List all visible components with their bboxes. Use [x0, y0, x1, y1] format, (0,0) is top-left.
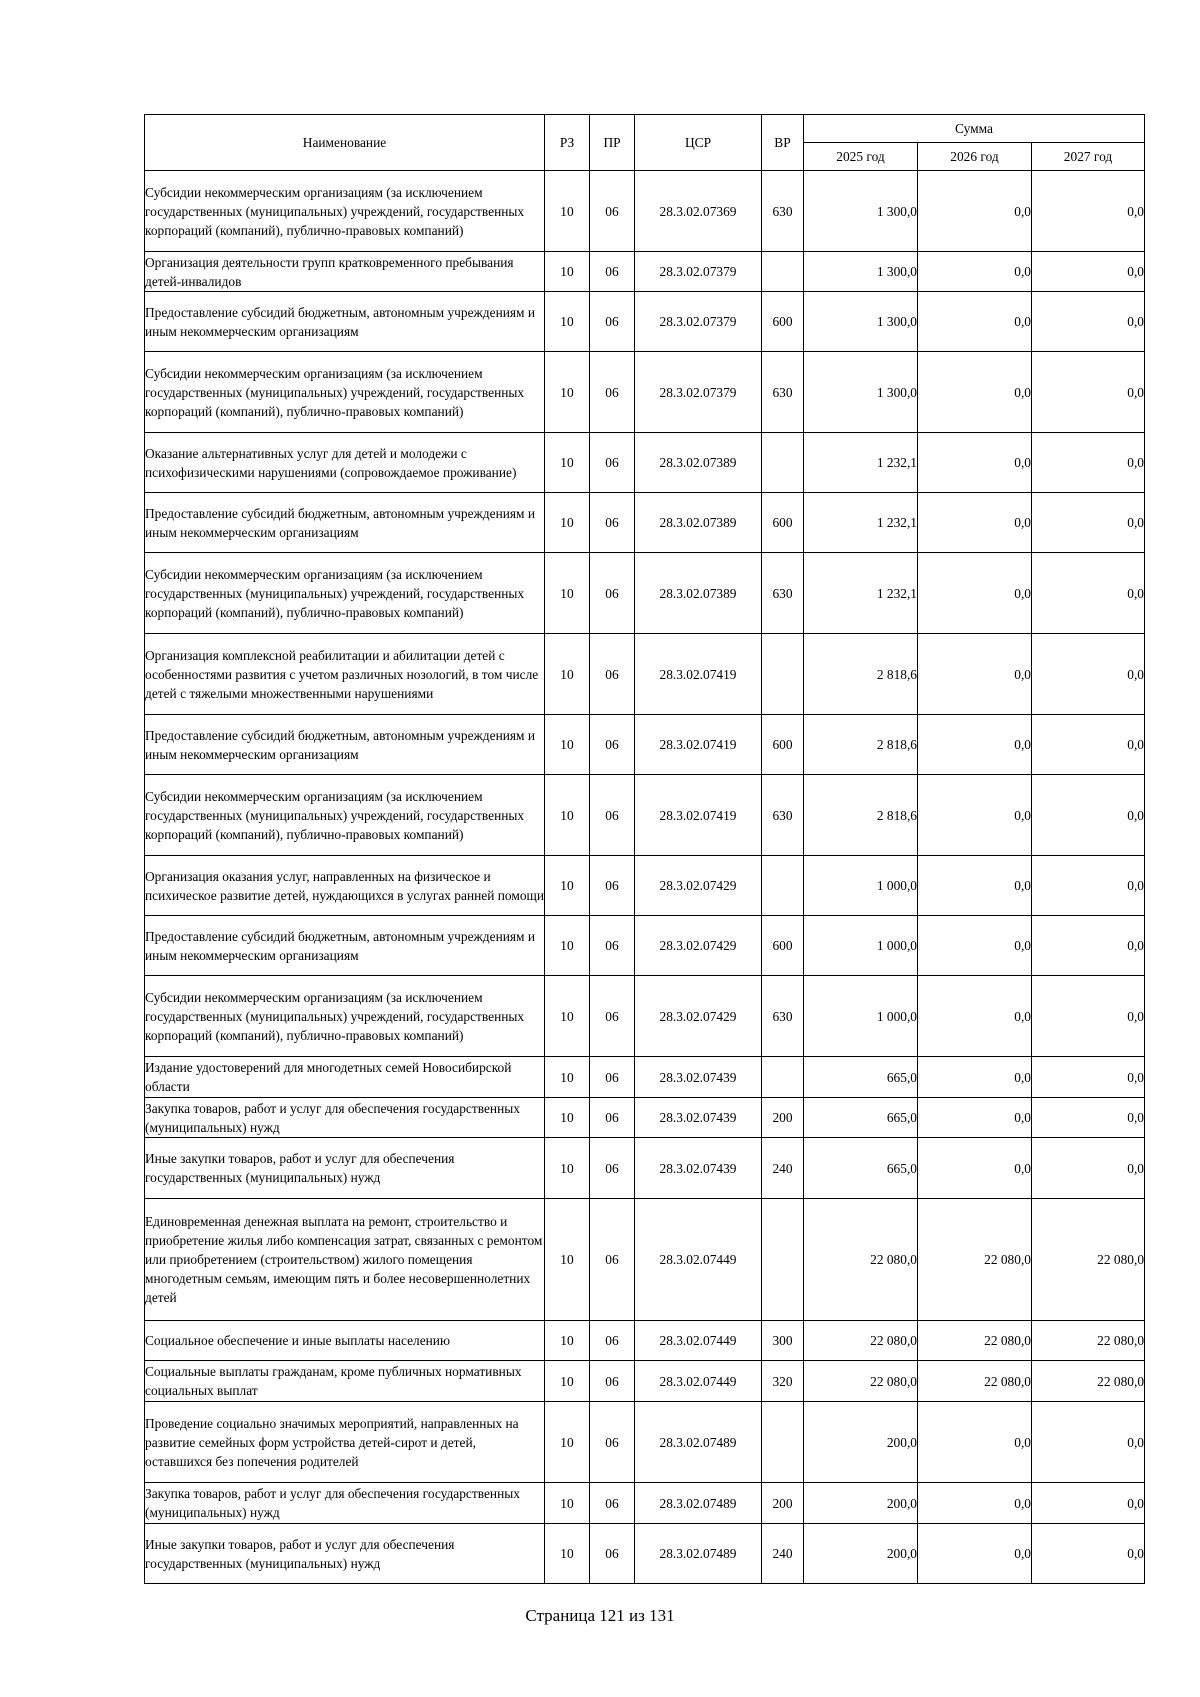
row-csr: 28.3.02.07379 — [635, 352, 762, 433]
row-vr: 600 — [762, 715, 804, 775]
row-sum-2027: 0,0 — [1032, 171, 1145, 252]
row-sum-2025: 1 300,0 — [804, 292, 918, 352]
row-vr: 320 — [762, 1361, 804, 1402]
row-name: Иные закупки товаров, работ и услуг для обеспечения государственных (муниципальных) нужд — [145, 1524, 545, 1584]
row-pr: 06 — [590, 1199, 635, 1321]
row-sum-2026: 0,0 — [918, 856, 1032, 916]
row-pr: 06 — [590, 252, 635, 292]
row-name: Оказание альтернативных услуг для детей и молодежи с психофизическими нарушениями (сопровождаемое проживание) — [145, 433, 545, 493]
row-sum-2025: 2 818,6 — [804, 634, 918, 715]
row-pr: 06 — [590, 1483, 635, 1524]
row-vr — [762, 634, 804, 715]
row-sum-2026: 22 080,0 — [918, 1199, 1032, 1321]
row-vr — [762, 1402, 804, 1483]
row-sum-2027: 0,0 — [1032, 1402, 1145, 1483]
table-row — [145, 352, 1145, 433]
row-sum-2027: 0,0 — [1032, 856, 1145, 916]
row-name: Субсидии некоммерческим организациям (за исключением государственных (муниципальных) учреждений, государственных корпораций (компаний), публично-правовых компаний) — [145, 171, 545, 252]
row-pr: 06 — [590, 171, 635, 252]
row-sum-2026: 0,0 — [918, 634, 1032, 715]
header-row — [145, 115, 1145, 143]
row-sum-2026: 0,0 — [918, 1524, 1032, 1584]
table-row — [145, 1361, 1145, 1402]
row-sum-2025: 2 818,6 — [804, 775, 918, 856]
row-sum-2026: 0,0 — [918, 1098, 1032, 1138]
row-pr: 06 — [590, 634, 635, 715]
row-sum-2026: 0,0 — [918, 1402, 1032, 1483]
header-csr: ЦСР — [635, 115, 762, 171]
row-pr: 06 — [590, 292, 635, 352]
row-rz: 10 — [545, 553, 590, 634]
row-sum-2025: 1 000,0 — [804, 976, 918, 1057]
row-sum-2025: 665,0 — [804, 1138, 918, 1199]
row-csr: 28.3.02.07419 — [635, 634, 762, 715]
row-vr: 200 — [762, 1483, 804, 1524]
row-sum-2026: 0,0 — [918, 171, 1032, 252]
row-csr: 28.3.02.07439 — [635, 1057, 762, 1098]
table-row — [145, 1138, 1145, 1199]
row-sum-2026: 0,0 — [918, 775, 1032, 856]
row-vr: 630 — [762, 775, 804, 856]
row-vr — [762, 252, 804, 292]
row-rz: 10 — [545, 1138, 590, 1199]
row-sum-2025: 1 232,1 — [804, 433, 918, 493]
row-rz: 10 — [545, 775, 590, 856]
row-vr — [762, 1057, 804, 1098]
row-pr: 06 — [590, 775, 635, 856]
row-vr: 630 — [762, 976, 804, 1057]
row-name: Социальные выплаты гражданам, кроме публичных нормативных социальных выплат — [145, 1361, 545, 1402]
row-vr — [762, 1199, 804, 1321]
row-rz: 10 — [545, 916, 590, 976]
row-name: Закупка товаров, работ и услуг для обеспечения государственных (муниципальных) нужд — [145, 1098, 545, 1138]
row-name: Организация комплексной реабилитации и абилитации детей с особенностями развития с учетом различных нозологий, в том числе детей с тяжелыми множественными нарушениями — [145, 634, 545, 715]
row-sum-2026: 0,0 — [918, 1057, 1032, 1098]
row-pr: 06 — [590, 1361, 635, 1402]
row-csr: 28.3.02.07389 — [635, 433, 762, 493]
row-csr: 28.3.02.07389 — [635, 553, 762, 634]
row-csr: 28.3.02.07449 — [635, 1321, 762, 1361]
header-year-2025: 2025 год — [804, 143, 918, 171]
row-sum-2025: 1 232,1 — [804, 553, 918, 634]
row-sum-2027: 0,0 — [1032, 1098, 1145, 1138]
row-csr: 28.3.02.07489 — [635, 1402, 762, 1483]
header-name: Наименование — [145, 115, 545, 171]
row-pr: 06 — [590, 916, 635, 976]
row-sum-2027: 0,0 — [1032, 1138, 1145, 1199]
row-sum-2027: 22 080,0 — [1032, 1199, 1145, 1321]
row-sum-2025: 22 080,0 — [804, 1361, 918, 1402]
row-rz: 10 — [545, 171, 590, 252]
row-rz: 10 — [545, 352, 590, 433]
row-csr: 28.3.02.07449 — [635, 1361, 762, 1402]
table-row — [145, 1057, 1145, 1098]
row-name: Проведение социально значимых мероприятий, направленных на развитие семейных форм устройства детей-сирот и детей, оставшихся без попечения родителей — [145, 1402, 545, 1483]
table-row — [145, 252, 1145, 292]
row-sum-2027: 22 080,0 — [1032, 1361, 1145, 1402]
row-sum-2025: 22 080,0 — [804, 1199, 918, 1321]
row-name: Организация деятельности групп кратковременного пребывания детей-инвалидов — [145, 252, 545, 292]
header-pr: ПР — [590, 115, 635, 171]
row-vr: 600 — [762, 916, 804, 976]
row-sum-2025: 665,0 — [804, 1057, 918, 1098]
row-rz: 10 — [545, 634, 590, 715]
row-csr: 28.3.02.07489 — [635, 1483, 762, 1524]
row-rz: 10 — [545, 976, 590, 1057]
row-rz: 10 — [545, 1098, 590, 1138]
row-name: Иные закупки товаров, работ и услуг для обеспечения государственных (муниципальных) нужд — [145, 1138, 545, 1199]
row-csr: 28.3.02.07379 — [635, 252, 762, 292]
row-sum-2025: 1 300,0 — [804, 171, 918, 252]
row-pr: 06 — [590, 1321, 635, 1361]
row-sum-2027: 0,0 — [1032, 1524, 1145, 1584]
row-sum-2026: 0,0 — [918, 292, 1032, 352]
row-name: Единовременная денежная выплата на ремонт, строительство и приобретение жилья либо компенсация затрат, связанных с ремонтом или приобретением (строительством) жилого помещения многодетным семьям, имеющим пять и более несовершеннолетних детей — [145, 1199, 545, 1321]
row-sum-2027: 0,0 — [1032, 634, 1145, 715]
row-csr: 28.3.02.07419 — [635, 775, 762, 856]
row-vr — [762, 433, 804, 493]
row-rz: 10 — [545, 1483, 590, 1524]
row-rz: 10 — [545, 1057, 590, 1098]
row-pr: 06 — [590, 493, 635, 553]
row-rz: 10 — [545, 252, 590, 292]
row-sum-2026: 0,0 — [918, 352, 1032, 433]
row-rz: 10 — [545, 715, 590, 775]
row-pr: 06 — [590, 715, 635, 775]
table-row — [145, 634, 1145, 715]
row-rz: 10 — [545, 1402, 590, 1483]
row-sum-2025: 200,0 — [804, 1524, 918, 1584]
row-name: Предоставление субсидий бюджетным, автономным учреждениям и иным некоммерческим организациям — [145, 493, 545, 553]
table-row — [145, 715, 1145, 775]
row-csr: 28.3.02.07389 — [635, 493, 762, 553]
row-vr: 240 — [762, 1138, 804, 1199]
table-row — [145, 171, 1145, 252]
row-name: Предоставление субсидий бюджетным, автономным учреждениям и иным некоммерческим организациям — [145, 715, 545, 775]
row-name: Предоставление субсидий бюджетным, автономным учреждениям и иным некоммерческим организациям — [145, 292, 545, 352]
row-sum-2027: 0,0 — [1032, 292, 1145, 352]
row-name: Предоставление субсидий бюджетным, автономным учреждениям и иным некоммерческим организациям — [145, 916, 545, 976]
table-row — [145, 553, 1145, 634]
header-year-2027: 2027 год — [1032, 143, 1145, 171]
row-rz: 10 — [545, 433, 590, 493]
row-sum-2027: 0,0 — [1032, 976, 1145, 1057]
table-row — [145, 1524, 1145, 1584]
table-row — [145, 856, 1145, 916]
row-name: Социальное обеспечение и иные выплаты населению — [145, 1321, 545, 1361]
row-rz: 10 — [545, 856, 590, 916]
row-vr: 600 — [762, 292, 804, 352]
row-rz: 10 — [545, 1361, 590, 1402]
row-vr: 200 — [762, 1098, 804, 1138]
row-sum-2025: 200,0 — [804, 1402, 918, 1483]
row-vr: 600 — [762, 493, 804, 553]
row-name: Субсидии некоммерческим организациям (за исключением государственных (муниципальных) учреждений, государственных корпораций (компаний), публично-правовых компаний) — [145, 976, 545, 1057]
budget-table — [144, 114, 1145, 1584]
row-name: Субсидии некоммерческим организациям (за исключением государственных (муниципальных) учреждений, государственных корпораций (компаний), публично-правовых компаний) — [145, 352, 545, 433]
header-year-2026: 2026 год — [918, 143, 1032, 171]
row-sum-2027: 0,0 — [1032, 775, 1145, 856]
row-sum-2025: 665,0 — [804, 1098, 918, 1138]
row-vr: 240 — [762, 1524, 804, 1584]
header-rz: РЗ — [545, 115, 590, 171]
row-rz: 10 — [545, 1199, 590, 1321]
row-csr: 28.3.02.07429 — [635, 976, 762, 1057]
header-sum: Сумма — [804, 115, 1145, 143]
row-csr: 28.3.02.07369 — [635, 171, 762, 252]
table-row — [145, 775, 1145, 856]
row-sum-2026: 0,0 — [918, 1138, 1032, 1199]
row-sum-2027: 0,0 — [1032, 553, 1145, 634]
row-sum-2026: 22 080,0 — [918, 1361, 1032, 1402]
table-row — [145, 1199, 1145, 1321]
row-rz: 10 — [545, 493, 590, 553]
row-sum-2027: 0,0 — [1032, 1483, 1145, 1524]
row-csr: 28.3.02.07379 — [635, 292, 762, 352]
row-pr: 06 — [590, 1524, 635, 1584]
row-name: Издание удостоверений для многодетных семей Новосибирской области — [145, 1057, 545, 1098]
row-sum-2027: 0,0 — [1032, 1057, 1145, 1098]
table-body — [145, 171, 1145, 1584]
row-vr: 630 — [762, 352, 804, 433]
table-row — [145, 1321, 1145, 1361]
row-csr: 28.3.02.07419 — [635, 715, 762, 775]
row-pr: 06 — [590, 1098, 635, 1138]
row-sum-2026: 0,0 — [918, 553, 1032, 634]
row-sum-2027: 0,0 — [1032, 493, 1145, 553]
row-sum-2027: 0,0 — [1032, 916, 1145, 976]
row-csr: 28.3.02.07429 — [635, 856, 762, 916]
row-csr: 28.3.02.07449 — [635, 1199, 762, 1321]
row-vr — [762, 856, 804, 916]
row-sum-2026: 0,0 — [918, 715, 1032, 775]
row-pr: 06 — [590, 352, 635, 433]
table-row — [145, 916, 1145, 976]
row-vr: 300 — [762, 1321, 804, 1361]
row-sum-2025: 1 300,0 — [804, 352, 918, 433]
row-name: Закупка товаров, работ и услуг для обеспечения государственных (муниципальных) нужд — [145, 1483, 545, 1524]
row-sum-2027: 0,0 — [1032, 352, 1145, 433]
row-rz: 10 — [545, 1321, 590, 1361]
row-sum-2026: 0,0 — [918, 252, 1032, 292]
row-pr: 06 — [590, 1057, 635, 1098]
row-pr: 06 — [590, 1402, 635, 1483]
row-sum-2025: 1 000,0 — [804, 856, 918, 916]
row-sum-2026: 0,0 — [918, 976, 1032, 1057]
row-sum-2025: 200,0 — [804, 1483, 918, 1524]
row-csr: 28.3.02.07489 — [635, 1524, 762, 1584]
row-rz: 10 — [545, 292, 590, 352]
table-row — [145, 1483, 1145, 1524]
row-sum-2025: 1 000,0 — [804, 916, 918, 976]
row-sum-2025: 22 080,0 — [804, 1321, 918, 1361]
row-sum-2026: 22 080,0 — [918, 1321, 1032, 1361]
row-sum-2027: 0,0 — [1032, 715, 1145, 775]
row-sum-2026: 0,0 — [918, 433, 1032, 493]
row-sum-2027: 0,0 — [1032, 433, 1145, 493]
row-sum-2025: 1 300,0 — [804, 252, 918, 292]
row-sum-2025: 1 232,1 — [804, 493, 918, 553]
row-sum-2027: 22 080,0 — [1032, 1321, 1145, 1361]
row-pr: 06 — [590, 433, 635, 493]
header-vr: ВР — [762, 115, 804, 171]
row-pr: 06 — [590, 1138, 635, 1199]
row-sum-2026: 0,0 — [918, 1483, 1032, 1524]
row-rz: 10 — [545, 1524, 590, 1584]
row-pr: 06 — [590, 553, 635, 634]
row-sum-2026: 0,0 — [918, 493, 1032, 553]
table-row — [145, 292, 1145, 352]
page-number: Страница 121 из 131 — [525, 1606, 675, 1625]
table-row — [145, 433, 1145, 493]
row-sum-2026: 0,0 — [918, 916, 1032, 976]
row-pr: 06 — [590, 976, 635, 1057]
row-pr: 06 — [590, 856, 635, 916]
row-name: Организация оказания услуг, направленных на физическое и психическое развитие детей, нуждающихся в услугах ранней помощи — [145, 856, 545, 916]
table-row — [145, 1098, 1145, 1138]
row-csr: 28.3.02.07439 — [635, 1138, 762, 1199]
row-sum-2027: 0,0 — [1032, 252, 1145, 292]
row-vr: 630 — [762, 171, 804, 252]
table-row — [145, 493, 1145, 553]
table-row — [145, 976, 1145, 1057]
row-csr: 28.3.02.07429 — [635, 916, 762, 976]
table-row — [145, 1402, 1145, 1483]
row-name: Субсидии некоммерческим организациям (за исключением государственных (муниципальных) учреждений, государственных корпораций (компаний), публично-правовых компаний) — [145, 553, 545, 634]
row-vr: 630 — [762, 553, 804, 634]
row-name: Субсидии некоммерческим организациям (за исключением государственных (муниципальных) учреждений, государственных корпораций (компаний), публично-правовых компаний) — [145, 775, 545, 856]
row-sum-2025: 2 818,6 — [804, 715, 918, 775]
row-csr: 28.3.02.07439 — [635, 1098, 762, 1138]
